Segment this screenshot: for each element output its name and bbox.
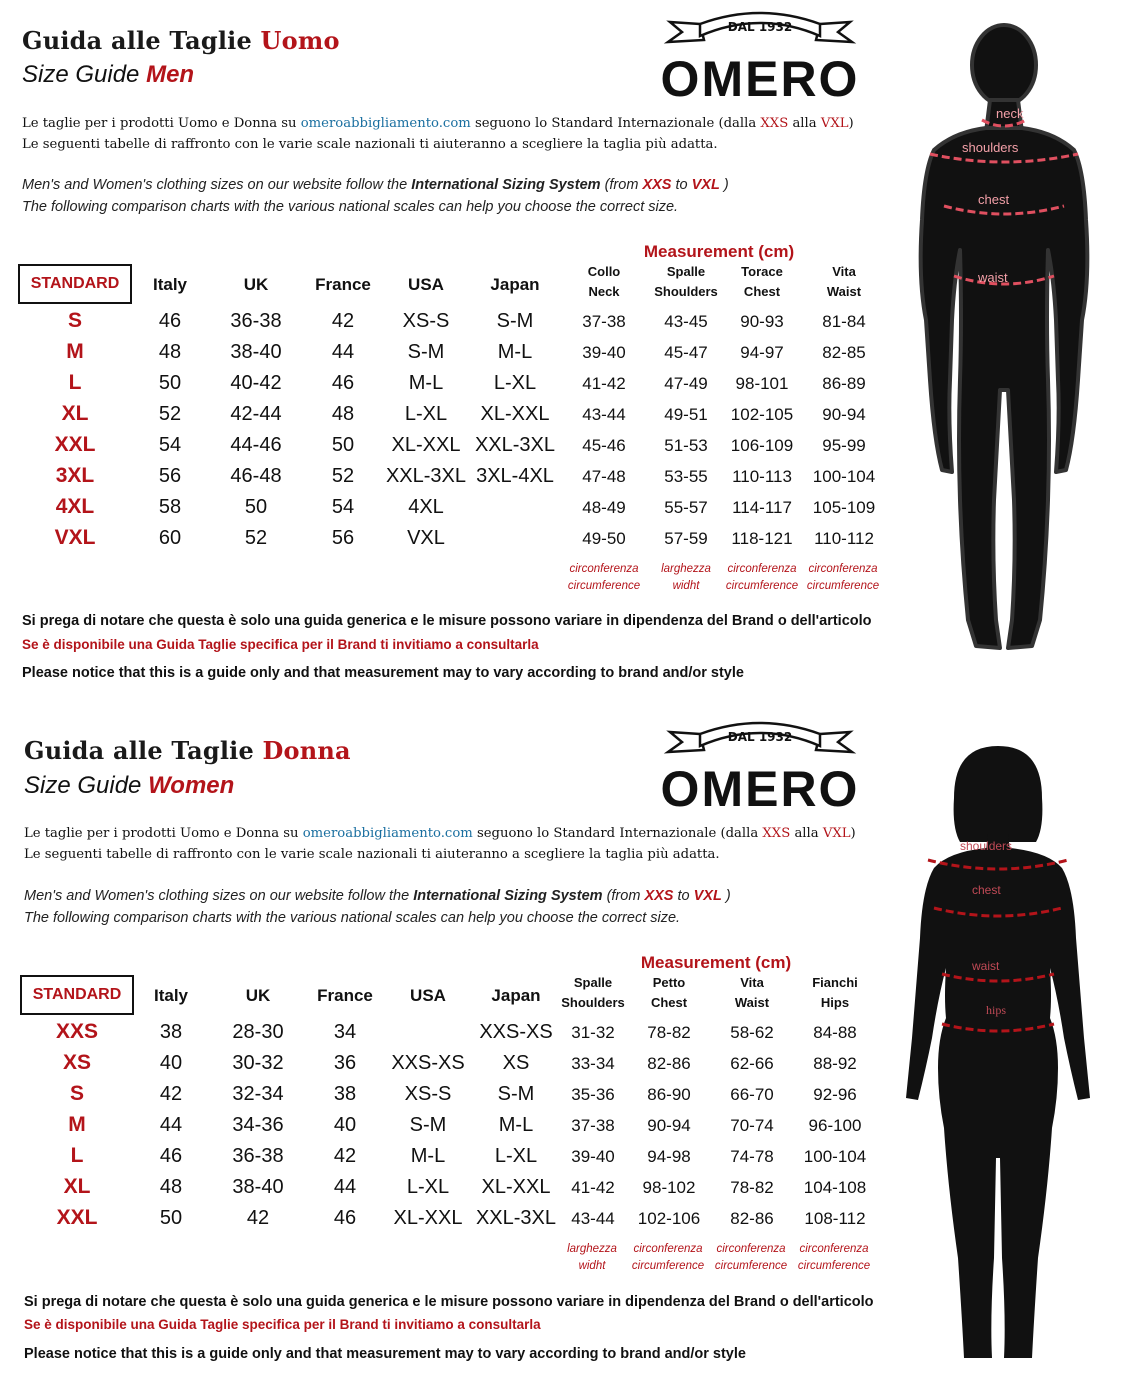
waist-measure: 74-78: [730, 1147, 774, 1166]
intro-it-text-b: seguono lo Standard Internazionale (dalla: [476, 826, 759, 841]
disclaimer-it: Si prega di notare che questa è solo una guida generica e le misure possono variare in dipendenza del Brand o dell'articolo: [24, 1294, 874, 1310]
standard-size: XL: [61, 402, 89, 425]
hips-measure: 96-100: [808, 1116, 862, 1135]
uk-size: 42: [246, 1207, 270, 1229]
measurement-header-en: Waist: [826, 284, 862, 299]
standard-size: 3XL: [55, 464, 95, 487]
note-it: circonferenza: [727, 563, 797, 575]
disclaimer-brand-it: Se è disponibile una Guida Taglie specifica per il Brand ti invitiamo a consultarla: [22, 637, 539, 652]
france-size: 44: [331, 341, 355, 363]
chest-measure: 86-90: [647, 1085, 691, 1104]
italy-size: 58: [158, 496, 182, 518]
measurement-header-neck: [588, 262, 621, 302]
intro-it-text-a: Le taglie per i prodotti Uomo e Donna su: [22, 116, 297, 131]
website-link[interactable]: omeroabbigliamento.com: [300, 116, 471, 131]
logo-brand: OMERO: [660, 51, 860, 107]
shoulders-measure: 31-32: [571, 1023, 615, 1042]
usa-size: XL-XXL: [393, 1207, 463, 1229]
shoulders-measure: 35-36: [571, 1085, 615, 1104]
note-en: widht: [672, 580, 700, 592]
standard-size: VXL: [54, 526, 96, 549]
title-it-gender: Donna: [262, 736, 351, 765]
intro-it-close: ): [850, 826, 856, 841]
logo-est: DAL 1932: [727, 20, 793, 34]
measurement-header-waist: [735, 973, 769, 1013]
neck-measure: 47-48: [582, 467, 626, 486]
shoulders-measure: 43-45: [664, 312, 708, 331]
omero-logo: [660, 720, 860, 817]
measure-note: [661, 561, 711, 595]
shoulders-measure: 37-38: [571, 1116, 615, 1135]
france-size: 48: [331, 403, 355, 425]
usa-size: M-L: [410, 1145, 446, 1167]
intro-en-from: (from: [606, 888, 641, 904]
uk-size: 36-38: [232, 1145, 284, 1167]
usa-size: XXS-XS: [391, 1052, 465, 1074]
chest-measure: 98-101: [735, 374, 789, 393]
measurement-header-waist: [827, 262, 861, 302]
measurement-header-chest: [741, 262, 783, 302]
italy-size: 54: [158, 434, 182, 456]
intro-en-to: to: [677, 888, 690, 904]
header-uk: UK: [245, 986, 271, 1005]
usa-size: L-XL: [406, 1176, 450, 1198]
intro-en-system: International Sizing System: [411, 177, 601, 193]
chest-measure: 78-82: [647, 1023, 691, 1042]
intro-it-line-2: Le seguenti tabelle di raffronto con le varie scale nazionali ti aiuteranno a scegliere la taglia più adatta.: [22, 137, 718, 152]
waist-measure: 86-89: [822, 374, 866, 393]
measurement-header-en: Hips: [820, 995, 850, 1010]
shoulders-measure: 45-47: [664, 343, 708, 362]
measure-note: [567, 1241, 617, 1275]
uk-size: 28-30: [232, 1021, 284, 1043]
intro-it-line-2: Le seguenti tabelle di raffronto con le varie scale nazionali ti aiuteranno a scegliere la taglia più adatta.: [24, 847, 720, 862]
intro-english: [22, 174, 729, 218]
waist-label: waist: [972, 959, 1000, 973]
uk-size: 36-38: [230, 310, 282, 332]
intro-en-vxl: VXL: [693, 888, 722, 904]
chest-measure: 94-98: [647, 1147, 691, 1166]
shoulders-measure: 55-57: [664, 498, 708, 517]
measurement-header-en: Chest: [743, 284, 781, 299]
france-size: 50: [331, 434, 355, 456]
measure-note: [807, 561, 879, 595]
standard-size: M: [66, 340, 84, 363]
header-france: France: [317, 986, 373, 1005]
italy-size: 40: [159, 1052, 183, 1074]
standard-size: L: [68, 371, 82, 394]
italy-size: 46: [158, 310, 182, 332]
neck-label: neck: [996, 106, 1024, 121]
title-it-text: Guida alle Taglie: [22, 26, 252, 55]
intro-it-vxl: VXL: [820, 116, 849, 131]
measurement-header-hips: [812, 973, 858, 1013]
note-en: circumference: [806, 580, 880, 592]
intro-it-close: ): [848, 116, 854, 131]
uk-size: 46-48: [230, 465, 282, 487]
usa-size: 4XL: [408, 496, 444, 518]
neck-measure: 49-50: [582, 529, 626, 548]
standard-size: S: [69, 1082, 85, 1105]
note-it: larghezza: [567, 1243, 617, 1255]
hips-measure: 104-108: [803, 1178, 867, 1197]
waist-measure: 82-85: [822, 343, 866, 362]
italy-size: 50: [158, 372, 182, 394]
france-size: 36: [333, 1052, 357, 1074]
title-en-gender: Women: [148, 772, 235, 799]
hips-measure: 84-88: [813, 1023, 857, 1042]
waist-measure: 105-109: [812, 498, 876, 517]
page-title-en: [22, 61, 194, 89]
intro-it-xxs: XXS: [760, 116, 789, 131]
chest-measure: 106-109: [730, 436, 794, 455]
page-title-it: [24, 736, 351, 765]
standard-size: S: [67, 309, 83, 332]
japan-size: XL-XXL: [481, 1176, 551, 1198]
italy-size: 52: [158, 403, 182, 425]
title-en-text: Size Guide: [24, 772, 142, 799]
shoulders-measure: 33-34: [571, 1054, 615, 1073]
measure-note: [568, 561, 640, 595]
standard-header: STANDARD: [20, 975, 134, 1015]
france-size: 40: [333, 1114, 357, 1136]
chest-measure: 98-102: [642, 1178, 696, 1197]
measurement-header-it: Vita: [740, 975, 764, 990]
intro-italian: [22, 113, 854, 155]
header-japan: Japan: [491, 986, 541, 1005]
chest-measure: 90-93: [740, 312, 784, 331]
usa-size: XS-S: [402, 310, 450, 332]
japan-size: XXS-XS: [479, 1021, 553, 1043]
measure-note: [726, 561, 798, 595]
measurement-header-en: Shoulders: [654, 284, 718, 299]
measurement-header-it: Spalle: [573, 975, 613, 990]
note-en: circumference: [631, 1260, 705, 1272]
waist-measure: 100-104: [812, 467, 876, 486]
header-usa: USA: [410, 986, 446, 1005]
neck-measure: 39-40: [582, 343, 626, 362]
japan-size: M-L: [497, 341, 533, 363]
note-it: circonferenza: [633, 1243, 703, 1255]
usa-size: S-M: [409, 1114, 447, 1136]
italy-size: 60: [158, 527, 182, 549]
logo-est: DAL 1932: [727, 730, 793, 744]
uk-size: 50: [244, 496, 268, 518]
measurement-title: Measurement (cm): [643, 242, 795, 261]
uk-size: 38-40: [232, 1176, 284, 1198]
logo-brand: OMERO: [660, 761, 860, 817]
uk-size: 32-34: [232, 1083, 284, 1105]
header-france: France: [315, 275, 371, 294]
waist-measure: 70-74: [730, 1116, 774, 1135]
waist-measure: 95-99: [822, 436, 866, 455]
waist-measure: 62-66: [730, 1054, 774, 1073]
chest-measure: 102-106: [637, 1209, 701, 1228]
usa-size: L-XL: [404, 403, 448, 425]
measurement-header-en: Shoulders: [561, 995, 625, 1010]
japan-size: L-XL: [493, 372, 537, 394]
note-en: widht: [578, 1260, 606, 1272]
hips-label: hips: [986, 1003, 1007, 1017]
intro-en-text-a: Men's and Women's clothing sizes on our website follow the: [24, 888, 410, 904]
france-size: 42: [331, 310, 355, 332]
measurement-header-it: Fianchi: [812, 975, 858, 990]
italy-size: 48: [158, 341, 182, 363]
waist-label: waist: [978, 270, 1008, 285]
france-size: 44: [333, 1176, 357, 1198]
japan-size: XXL-3XL: [474, 434, 556, 456]
intro-en-xxs: XXS: [644, 888, 674, 904]
usa-size: XL-XXL: [391, 434, 461, 456]
disclaimer-en: Please notice that this is a guide only and that measurement may to vary according to brand and/or style: [24, 1346, 746, 1362]
intro-it-text-a: Le taglie per i prodotti Uomo e Donna su: [24, 826, 299, 841]
note-it: circonferenza: [716, 1243, 786, 1255]
chest-measure: 118-121: [731, 529, 793, 548]
measurement-header-en: Neck: [588, 284, 620, 299]
intro-en-from: (from: [604, 177, 639, 193]
uk-size: 40-42: [230, 372, 282, 394]
italy-size: 56: [158, 465, 182, 487]
waist-measure: 78-82: [730, 1178, 774, 1197]
measurement-header-en: Chest: [650, 995, 688, 1010]
shoulders-measure: 49-51: [664, 405, 708, 424]
chest-measure: 90-94: [647, 1116, 691, 1135]
header-usa: USA: [408, 275, 444, 294]
note-it: circonferenza: [569, 563, 639, 575]
standard-size: L: [70, 1144, 84, 1167]
chest-measure: 102-105: [730, 405, 794, 424]
measurement-header-it: Torace: [741, 264, 783, 279]
title-en-gender: Men: [146, 61, 195, 88]
page-title-it: [22, 26, 340, 55]
neck-measure: 41-42: [582, 374, 626, 393]
measurement-header-it: Petto: [652, 975, 686, 990]
men-size-guide: [0, 0, 1140, 690]
intro-en-close: ): [723, 177, 729, 193]
measurement-header-en: Waist: [734, 995, 770, 1010]
japan-size: L-XL: [494, 1145, 538, 1167]
france-size: 52: [331, 465, 355, 487]
italy-size: 48: [159, 1176, 183, 1198]
standard-size: XL: [63, 1175, 91, 1198]
uk-size: 38-40: [230, 341, 282, 363]
standard-size: M: [68, 1113, 86, 1136]
shoulders-measure: 39-40: [571, 1147, 615, 1166]
disclaimer-en: Please notice that this is a guide only and that measurement may to vary according to brand and/or style: [22, 665, 744, 681]
intro-it-alla: alla: [792, 116, 817, 131]
hips-measure: 88-92: [813, 1054, 857, 1073]
shoulders-measure: 57-59: [664, 529, 708, 548]
page-title-en: [24, 772, 234, 800]
header-italy: Italy: [152, 275, 188, 294]
intro-en-to: to: [675, 177, 688, 193]
japan-size: M-L: [498, 1114, 534, 1136]
waist-measure: 82-86: [730, 1209, 774, 1228]
note-it: circonferenza: [808, 563, 878, 575]
france-size: 42: [333, 1145, 357, 1167]
italy-size: 46: [159, 1145, 183, 1167]
note-it: circonferenza: [799, 1243, 869, 1255]
france-size: 54: [331, 496, 355, 518]
standard-size: 4XL: [55, 495, 95, 518]
chest-label: chest: [972, 883, 1001, 897]
italy-size: 42: [159, 1083, 183, 1105]
japan-size: XL-XXL: [480, 403, 550, 425]
waist-measure: 110-112: [814, 529, 874, 548]
italy-size: 38: [159, 1021, 183, 1043]
shoulders-measure: 51-53: [664, 436, 708, 455]
note-it: larghezza: [661, 563, 711, 575]
chest-measure: 110-113: [732, 467, 792, 486]
uk-size: 30-32: [232, 1052, 284, 1074]
header-japan: Japan: [490, 275, 540, 294]
uk-size: 44-46: [230, 434, 282, 456]
japan-size: 3XL-4XL: [476, 465, 554, 487]
measurement-title: Measurement (cm): [640, 953, 792, 972]
standard-size: XXS: [55, 1020, 99, 1043]
measurement-header-shoulders: [654, 262, 718, 302]
standard-size: XXL: [54, 433, 96, 456]
intro-english: [24, 885, 731, 929]
usa-size: XXL-3XL: [385, 465, 467, 487]
shoulders-measure: 43-44: [571, 1209, 615, 1228]
measure-note: [715, 1241, 787, 1275]
measure-note: [632, 1241, 704, 1275]
italy-size: 50: [159, 1207, 183, 1229]
usa-size: VXL: [407, 527, 445, 549]
note-en: circumference: [725, 580, 799, 592]
hips-measure: 92-96: [813, 1085, 857, 1104]
neck-measure: 45-46: [582, 436, 626, 455]
france-size: 38: [333, 1083, 357, 1105]
neck-measure: 37-38: [582, 312, 626, 331]
intro-en-close: ): [725, 888, 731, 904]
shoulders-measure: 47-49: [664, 374, 708, 393]
disclaimer-brand-it: Se è disponibile una Guida Taglie specifica per il Brand ti invitiamo a consultarla: [24, 1317, 541, 1332]
standard-header: STANDARD: [18, 264, 132, 304]
usa-size: M-L: [408, 372, 444, 394]
shoulders-label: shoulders: [960, 839, 1013, 853]
hips-measure: 108-112: [804, 1209, 866, 1228]
male-body-silhouette-icon: [904, 20, 1104, 660]
disclaimer-it: Si prega di notare che questa è solo una guida generica e le misure possono variare in dipendenza del Brand o dell'articolo: [22, 613, 872, 629]
female-body-silhouette-icon: [898, 738, 1098, 1378]
neck-measure: 48-49: [582, 498, 626, 517]
japan-size: S-M: [497, 1083, 535, 1105]
intro-en-text-a: Men's and Women's clothing sizes on our website follow the: [22, 177, 408, 193]
japan-size: XS: [502, 1052, 530, 1074]
japan-size: S-M: [496, 310, 534, 332]
intro-it-xxs: XXS: [762, 826, 791, 841]
note-en: circumference: [567, 580, 641, 592]
france-size: 46: [333, 1207, 357, 1229]
standard-size: XXL: [56, 1206, 98, 1229]
waist-measure: 58-62: [730, 1023, 774, 1042]
title-it-gender: Uomo: [260, 26, 340, 55]
neck-measure: 43-44: [582, 405, 626, 424]
shoulders-measure: 41-42: [571, 1178, 615, 1197]
uk-size: 52: [244, 527, 268, 549]
intro-en-xxs: XXS: [642, 177, 672, 193]
measure-note: [798, 1241, 870, 1275]
intro-it-vxl: VXL: [822, 826, 851, 841]
measurement-header-shoulders: [561, 973, 625, 1013]
women-size-guide: [0, 710, 1140, 1400]
france-size: 56: [331, 527, 355, 549]
chest-measure: 94-97: [740, 343, 784, 362]
measurement-header-it: Spalle: [666, 264, 706, 279]
shoulders-label: shoulders: [962, 140, 1019, 155]
note-en: circumference: [714, 1260, 788, 1272]
uk-size: 42-44: [230, 403, 282, 425]
chest-measure: 114-117: [732, 498, 792, 517]
france-size: 34: [333, 1021, 357, 1043]
measurement-header-it: Collo: [587, 264, 621, 279]
japan-size: XXL-3XL: [475, 1207, 557, 1229]
france-size: 46: [331, 372, 355, 394]
intro-it-text-b: seguono lo Standard Internazionale (dalla: [474, 116, 757, 131]
waist-measure: 90-94: [822, 405, 866, 424]
omero-logo: [660, 10, 860, 107]
intro-it-alla: alla: [794, 826, 819, 841]
standard-size: XS: [62, 1051, 92, 1074]
intro-italian: [24, 823, 856, 865]
title-it-text: Guida alle Taglie: [24, 736, 254, 765]
waist-measure: 66-70: [730, 1085, 774, 1104]
chest-measure: 82-86: [647, 1054, 691, 1073]
intro-en-line-2: The following comparison charts with the various national scales can help you choose the correct size.: [24, 910, 681, 926]
hips-measure: 100-104: [803, 1147, 867, 1166]
usa-size: S-M: [407, 341, 445, 363]
uk-size: 34-36: [232, 1114, 284, 1136]
header-uk: UK: [243, 275, 269, 294]
italy-size: 44: [159, 1114, 183, 1136]
title-en-text: Size Guide: [22, 61, 140, 88]
measurement-header-chest: [651, 973, 687, 1013]
waist-measure: 81-84: [822, 312, 866, 331]
intro-en-system: International Sizing System: [413, 888, 603, 904]
measurement-header-it: Vita: [832, 264, 856, 279]
usa-size: XS-S: [404, 1083, 452, 1105]
chest-label: chest: [978, 192, 1010, 207]
intro-en-line-2: The following comparison charts with the various national scales can help you choose the correct size.: [22, 199, 679, 215]
shoulders-measure: 53-55: [664, 467, 708, 486]
website-link[interactable]: omeroabbigliamento.com: [302, 826, 473, 841]
header-italy: Italy: [153, 986, 189, 1005]
note-en: circumference: [797, 1260, 871, 1272]
intro-en-vxl: VXL: [691, 177, 720, 193]
